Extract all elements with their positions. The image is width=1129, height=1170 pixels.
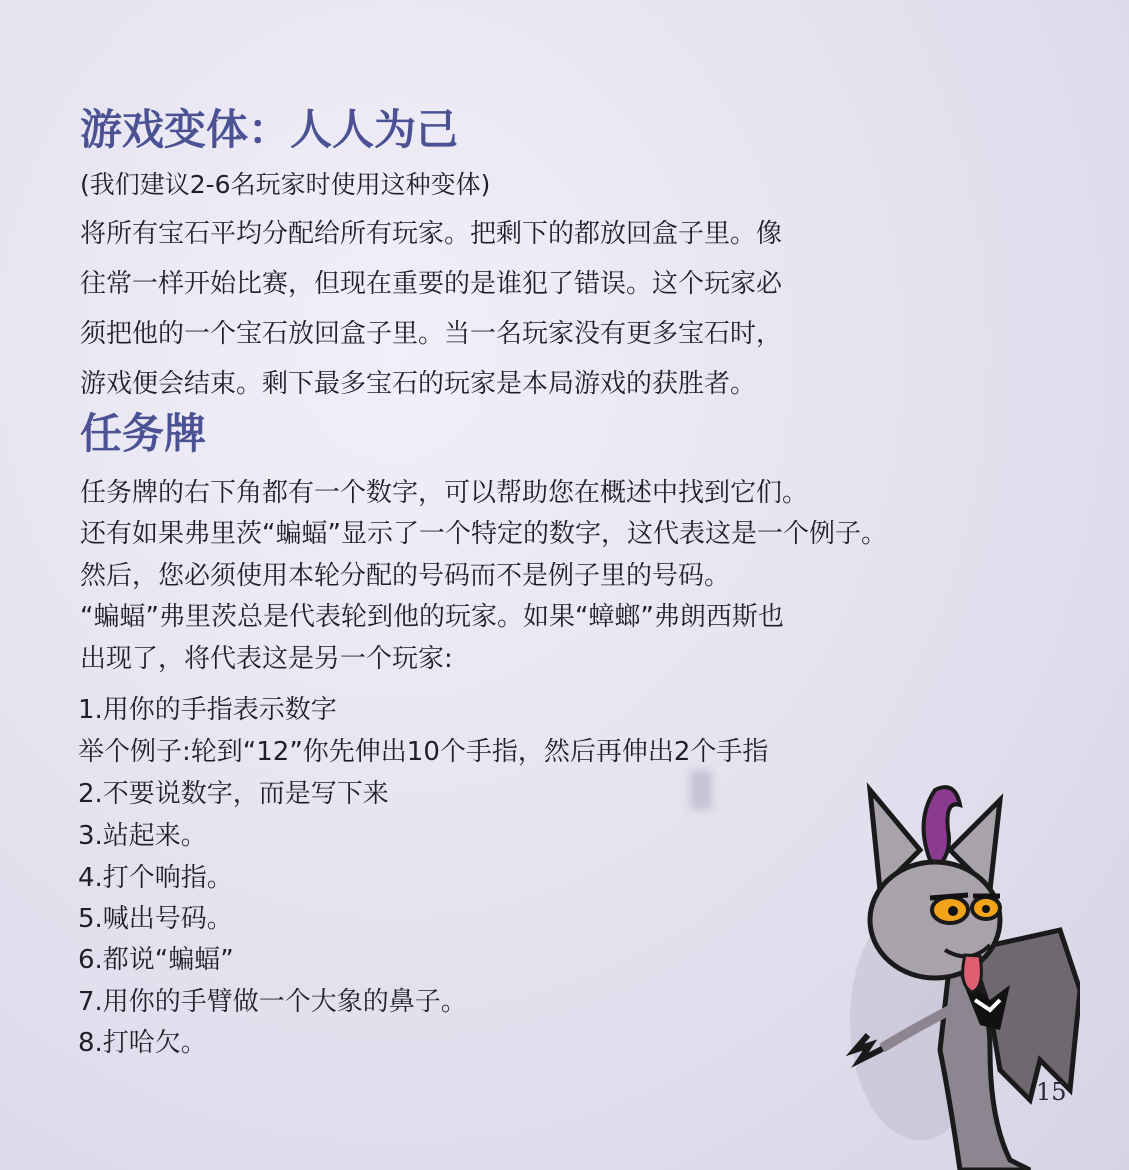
list-item-example: 举个例子:轮到“12”你先伸出10个手指，然后再伸出2个手指 (78, 737, 769, 767)
list-item: 7.用你的手臂做一个大象的鼻子。 (78, 987, 467, 1017)
task-text-line: 出现了，将代表这是另一个玩家: (80, 644, 453, 674)
bat-character-illustration (840, 760, 1080, 1170)
variant-text-line: 须把他的一个宝石放回盒子里。当一名玩家没有更多宝石时， (80, 319, 783, 349)
task-text-line: 还有如果弗里茨“蝙蝠”显示了一个特定的数字，这代表这是一个例子。 (80, 519, 887, 549)
page-number: 15 (1036, 1078, 1067, 1106)
list-item: 3.站起来。 (78, 821, 207, 851)
task-text-line: “蝙蝠”弗里茨总是代表轮到他的玩家。如果“蟑螂”弗朗西斯也 (80, 602, 784, 632)
task-text-line: 任务牌的右下角都有一个数字，可以帮助您在概述中找到它们。 (80, 478, 809, 508)
section-title-variant: 游戏变体：人人为己 (80, 105, 459, 154)
variant-text-line: 往常一样开始比赛，但现在重要的是谁犯了错误。这个玩家必 (80, 269, 783, 299)
list-item: 2.不要说数字，而是写下来 (78, 779, 389, 809)
task-text-line: 然后，您必须使用本轮分配的号码而不是例子里的号码。 (80, 561, 731, 591)
list-item: 1.用你的手指表示数字 (78, 695, 337, 725)
list-item: 4.打个响指。 (78, 863, 233, 893)
variant-subtitle: (我们建议2-6名玩家时使用这种变体) (80, 170, 491, 199)
variant-text-line: 将所有宝石平均分配给所有玩家。把剩下的都放回盒子里。像 (80, 219, 783, 249)
variant-text-line: 游戏便会结束。剩下最多宝石的玩家是本局游戏的获胜者。 (80, 369, 757, 399)
list-item: 8.打哈欠。 (78, 1028, 207, 1058)
list-item: 5.喊出号码。 (78, 904, 233, 934)
list-item: 6.都说“蝙蝠” (78, 945, 234, 975)
section-title-task-cards: 任务牌 (80, 409, 207, 458)
shadow-smudge (690, 770, 712, 810)
